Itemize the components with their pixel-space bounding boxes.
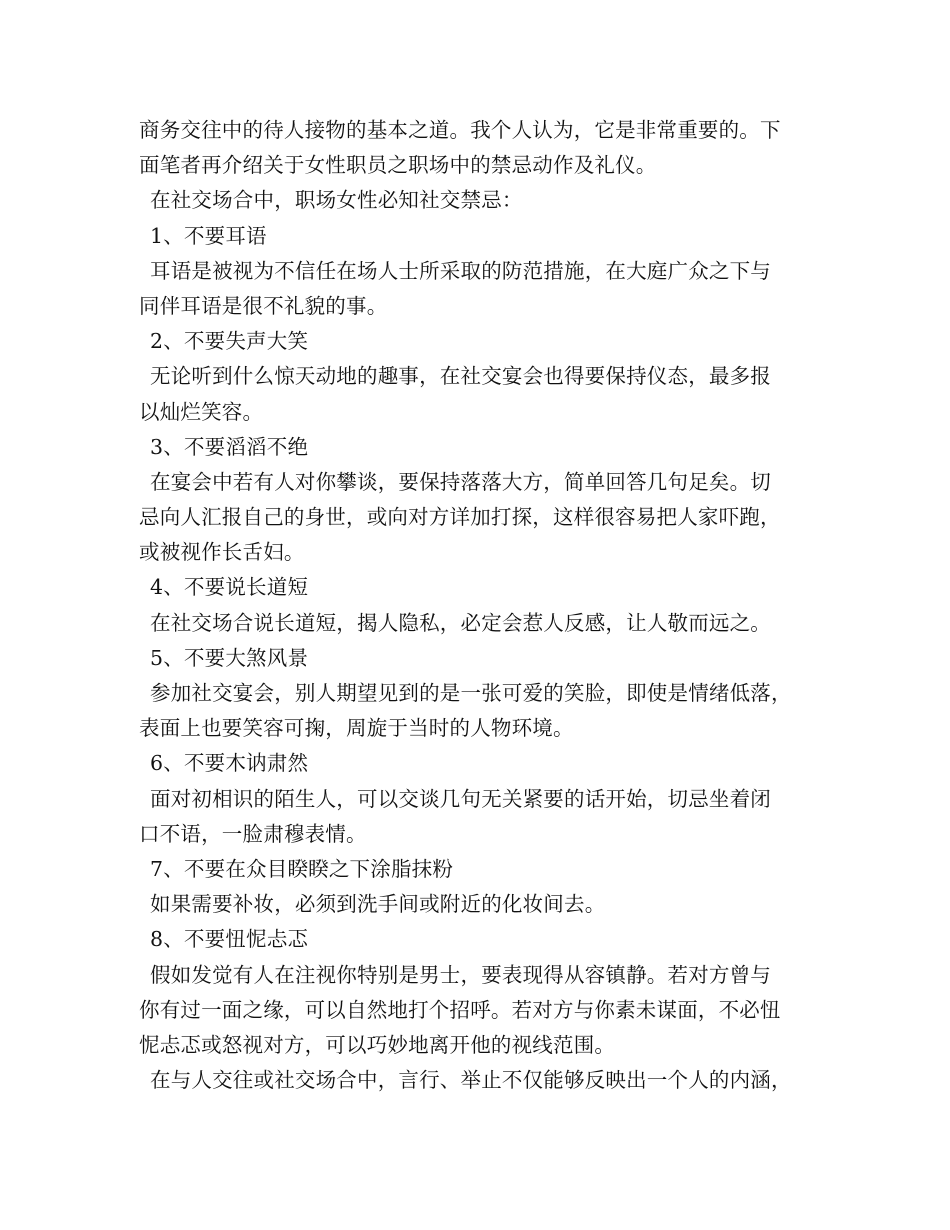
section-heading-6: 6、不要木讷肃然 — [150, 751, 309, 776]
section-heading-2: 2、不要失声大笑 — [150, 329, 309, 354]
text-line: 在与人交往或社交场合中，言行、举止不仅能够反映出一个人的内涵， — [150, 1068, 792, 1093]
text-line: 表面上也要笑容可掬，周旋于当时的人物环境。 — [139, 716, 574, 741]
text-line: 耳语是被视为不信任在场人士所采取的防范措施，在大庭广众之下与 — [150, 258, 771, 283]
text-line: 或被视作长舌妇。 — [139, 540, 305, 565]
document-body — [139, 113, 829, 1098]
text-line: 以灿烂笑容。 — [139, 399, 264, 424]
section-heading-7: 7、不要在众目睽睽之下涂脂抹粉 — [150, 856, 454, 881]
section-heading-3: 3、不要滔滔不绝 — [150, 434, 309, 459]
text-line: 面笔者再介绍关于女性职员之职场中的禁忌动作及礼仪。 — [139, 153, 657, 178]
section-heading-4: 4、不要说长道短 — [150, 575, 309, 600]
text-line: 假如发觉有人在注视你特别是男士，要表现得从容镇静。若对方曾与 — [150, 962, 771, 987]
text-line: 同伴耳语是很不礼貌的事。 — [139, 293, 388, 318]
text-line: 如果需要补妆，必须到洗手间或附近的化妆间去。 — [150, 892, 606, 917]
text-line: 在社交场合说长道短，揭人隐私，必定会惹人反感，让人敬而远之。 — [150, 610, 771, 635]
intro-paragraph: 在社交场合中，职场女性必知社交禁忌： — [150, 188, 523, 213]
text-line: 商务交往中的待人接物的基本之道。我个人认为，它是非常重要的。下 — [139, 118, 781, 142]
section-heading-5: 5、不要大煞风景 — [150, 645, 309, 670]
text-line: 怩忐忑或怒视对方，可以巧妙地离开他的视线范围。 — [139, 1032, 616, 1057]
text-line: 忌向人汇报自己的身世，或向对方详加打探，这样很容易把人家吓跑， — [139, 505, 781, 530]
text-line: 在宴会中若有人对你攀谈，要保持落落大方，简单回答几句足矣。切 — [150, 469, 771, 494]
text-line: 口不语，一脸肃穆表情。 — [139, 821, 367, 846]
section-heading-1: 1、不要耳语 — [150, 223, 267, 248]
text-line: 面对初相识的陌生人，可以交谈几句无关紧要的话开始，切忌坐着闭 — [150, 786, 771, 811]
section-heading-8: 8、不要忸怩忐忑 — [150, 927, 309, 952]
text-line: 无论听到什么惊天动地的趣事，在社交宴会也得要保持仪态，最多报 — [150, 364, 771, 389]
text-line: 参加社交宴会，别人期望见到的是一张可爱的笑脸，即使是情绪低落， — [150, 681, 792, 705]
text-line: 你有过一面之缘，可以自然地打个招呼。若对方与你素未谋面，不必忸 — [139, 997, 781, 1022]
